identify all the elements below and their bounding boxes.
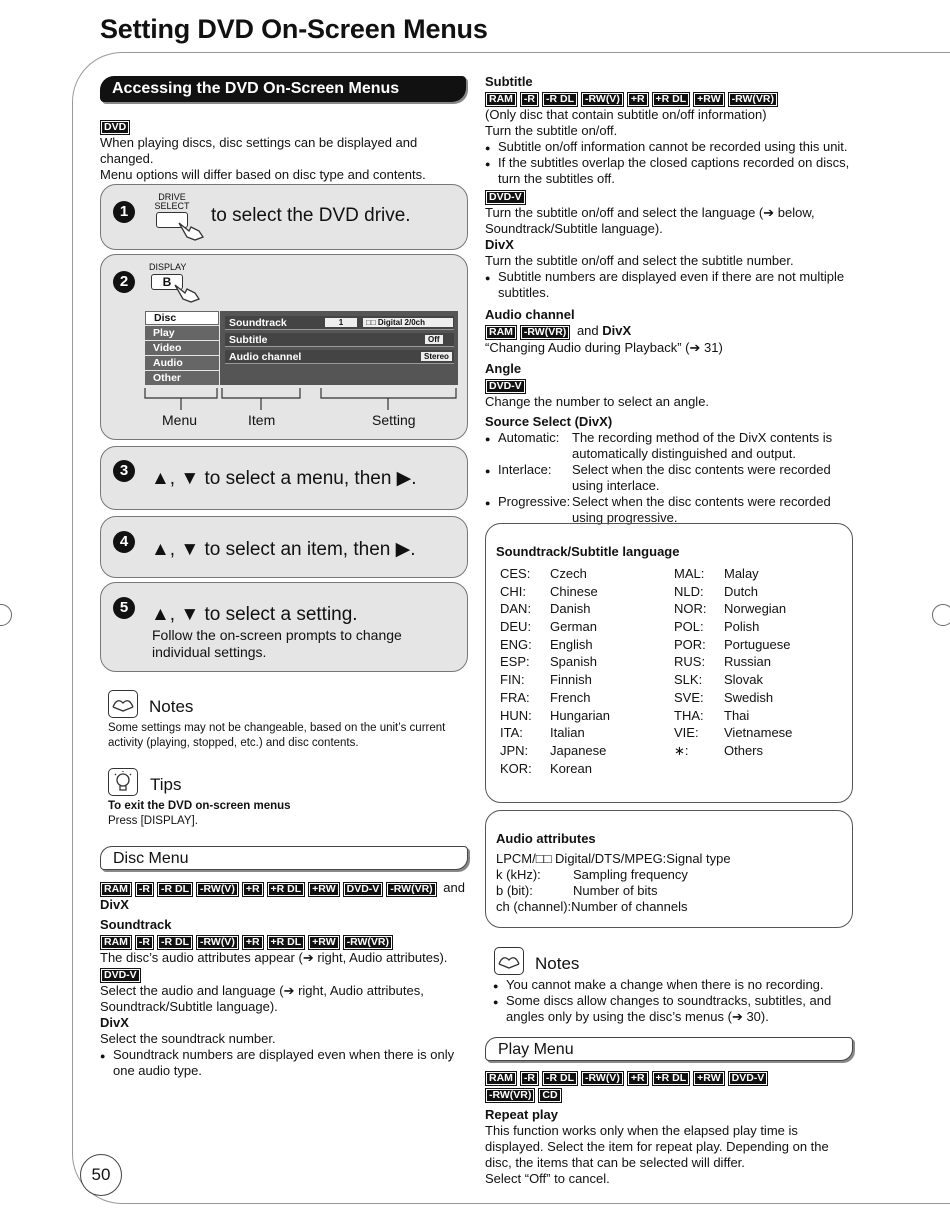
disc-tag: -RW(V)	[581, 92, 624, 107]
notes-icon	[108, 690, 138, 718]
language-name: Dutch	[724, 583, 758, 599]
disc-tag: RAM	[100, 882, 132, 897]
language-row	[500, 725, 610, 743]
language-row	[674, 637, 792, 655]
language-box	[485, 523, 853, 803]
language-name: Portuguese	[724, 636, 791, 652]
item-soundtrack	[225, 316, 454, 330]
step-3-text: ▲, ▼ to select a menu, then ▶.	[151, 468, 417, 489]
subtitle-text: Turn the subtitle on/off and select the subtitle number.	[485, 253, 794, 268]
item-panel	[220, 311, 458, 385]
source-select-value: The recording method of the DivX contents is	[572, 430, 833, 445]
language-name: Polish	[724, 619, 760, 635]
angle-heading: Angle	[485, 361, 522, 376]
source-select-value: Select when the disc contents were recorded	[572, 462, 831, 477]
language-name: Russian	[724, 654, 771, 670]
language-code: FRA:	[500, 689, 530, 705]
subtitle-text: (Only disc that contain subtitle on/off information)	[485, 107, 767, 122]
intro-line: When playing discs, disc settings can be displayed and	[100, 135, 418, 150]
source-select-item	[485, 494, 865, 526]
disc-tag: RAM	[485, 92, 517, 107]
page-number: 50	[80, 1154, 122, 1196]
subtext-line: Follow the on-screen prompts to change	[152, 627, 402, 643]
language-row	[674, 672, 792, 690]
disc-tag: -RW(VR)	[520, 325, 570, 340]
menu-item-other: Other	[145, 371, 219, 385]
disc-tag: CD	[538, 1088, 561, 1103]
disc-tag: DVD	[100, 120, 130, 135]
language-code: POR:	[674, 636, 706, 652]
attr-value: Number of bits	[573, 883, 658, 898]
notes-title: Notes	[149, 697, 194, 716]
language-name: Danish	[550, 601, 591, 617]
step-number: 1	[113, 201, 135, 223]
attr-row	[496, 899, 836, 915]
bullet-text: one audio type.	[113, 1063, 202, 1078]
disc-tag: -R DL	[542, 1071, 578, 1086]
source-select-item	[485, 462, 865, 494]
step-4	[100, 516, 468, 578]
disc-tags	[100, 880, 472, 897]
play-menu-title: Play Menu	[485, 1037, 853, 1061]
disc-tag: +R DL	[267, 882, 306, 897]
notes-text	[108, 721, 445, 751]
right-column-body	[485, 74, 865, 526]
display-label: DISPLAY	[149, 262, 187, 272]
language-code: DAN:	[500, 601, 532, 617]
repeat-play-text: displayed. Select the item for repeat play. Depending on the	[485, 1139, 829, 1154]
language-code: ∗:	[674, 742, 689, 758]
language-name: Swedish	[724, 689, 774, 705]
disc-tag: +R	[627, 1071, 649, 1086]
language-row	[500, 601, 610, 619]
language-name: Hungarian	[550, 707, 610, 723]
language-row	[674, 619, 792, 637]
disc-menu-title: Disc Menu	[100, 846, 468, 870]
item-label: Audio channel	[229, 351, 302, 363]
tips-text	[108, 799, 291, 829]
attr-row	[496, 883, 836, 899]
divx-text: DivX	[602, 323, 632, 338]
bullet-text: ● If the subtitles overlap the closed captions recorded on discs,	[498, 155, 850, 170]
source-select-value: Select when the disc contents were recorded	[572, 494, 831, 509]
audio-attributes-box	[485, 810, 853, 928]
bullet-text: ● Subtitle on/off information cannot be recorded using this unit.	[498, 139, 848, 154]
step-1-text: to select the DVD drive.	[211, 205, 411, 226]
menu-item-disc: Disc	[145, 311, 219, 325]
source-select-value: automatically distinguished and output.	[572, 446, 797, 461]
label-setting: Setting	[372, 412, 416, 428]
bullet-text: ● Subtitle numbers are displayed even if there are not multiple	[498, 269, 845, 284]
menu-callout-brackets	[140, 386, 460, 414]
bullet-text: turn the subtitles off.	[498, 171, 615, 186]
pointing-hand-icon	[177, 219, 207, 241]
language-row	[674, 743, 792, 761]
language-table-left	[500, 566, 610, 778]
language-code: DEU:	[500, 619, 532, 635]
step-4-text: ▲, ▼ to select an item, then ▶.	[151, 539, 416, 560]
pointing-hand-icon	[173, 281, 203, 303]
language-table-right	[674, 566, 792, 761]
bullet-item	[485, 269, 865, 301]
disc-tag: DVD-V	[485, 190, 526, 205]
source-select-value: using progressive.	[572, 510, 678, 525]
bullet-item	[100, 1047, 472, 1079]
language-row	[500, 566, 610, 584]
language-row	[500, 619, 610, 637]
disc-tag: -RW(V)	[196, 935, 239, 950]
lightbulb-icon	[108, 768, 138, 796]
language-name: Others	[724, 742, 764, 758]
language-name: Malay	[724, 566, 759, 581]
language-code: VIE:	[674, 725, 699, 741]
language-name: Thai	[724, 707, 750, 723]
source-select-key: ● Automatic:	[498, 430, 560, 445]
page-title: Setting DVD On-Screen Menus	[100, 14, 488, 44]
language-code: NLD:	[674, 583, 704, 599]
subtext-line: individual settings.	[152, 644, 267, 660]
language-row	[500, 654, 610, 672]
bullet-item	[493, 993, 863, 1025]
disc-tag: +R	[627, 92, 649, 107]
language-row	[500, 672, 610, 690]
disc-tag: +R DL	[652, 92, 691, 107]
notes-icon	[494, 947, 524, 975]
disc-tag: -R	[520, 1071, 539, 1086]
disc-tag: -RW(VR)	[343, 935, 393, 950]
audio-attributes-title: Audio attributes	[496, 831, 596, 846]
source-select-key: ● Interlace:	[498, 462, 552, 477]
language-name: Finnish	[550, 672, 592, 688]
language-name: Czech	[550, 566, 587, 581]
tips-title: Tips	[150, 775, 182, 794]
language-code: RUS:	[674, 654, 706, 670]
soundtrack-number: 1	[325, 318, 357, 327]
step-number: 4	[113, 531, 135, 553]
subtitle-text: Turn the subtitle on/off and select the language (➔ below,	[485, 205, 815, 220]
language-code: HUN:	[500, 707, 532, 723]
disc-tag: -R DL	[542, 92, 578, 107]
language-code: ENG:	[500, 636, 532, 652]
play-tags	[485, 1069, 865, 1086]
bullet-text: subtitles.	[498, 285, 550, 300]
label-menu: Menu	[162, 412, 198, 428]
tips-heading: To exit the DVD on-screen menus	[108, 800, 291, 812]
soundtrack-value: □□ Digital 2/0ch	[363, 318, 453, 327]
attr-key: LPCM/□□ Digital/DTS/MPEG:	[496, 851, 667, 866]
disc-tag: +RW	[693, 92, 724, 107]
language-code: FIN:	[500, 672, 525, 688]
language-row	[500, 761, 610, 779]
disc-tag: -R DL	[157, 882, 193, 897]
disc-menu-body	[100, 880, 472, 1079]
disc-tag: -RW(V)	[581, 1071, 624, 1086]
language-row	[674, 708, 792, 726]
language-row	[674, 584, 792, 602]
registration-mark-left	[0, 604, 12, 626]
subtitle-value: Off	[425, 335, 443, 344]
language-code: THA:	[674, 707, 704, 723]
disc-tag: DVD-V	[100, 968, 141, 983]
attr-value: Number of channels	[571, 899, 688, 914]
language-row	[500, 584, 610, 602]
menu-item-video: Video	[145, 341, 219, 355]
disc-tag: -R	[135, 882, 154, 897]
disc-tag: +RW	[308, 882, 339, 897]
bullet-item	[485, 155, 865, 187]
attr-value: Sampling frequency	[573, 867, 688, 882]
bullet-text: ● Some discs allow changes to soundtracks, subtitles, and	[506, 993, 832, 1008]
disc-tag: DVD-V	[485, 379, 526, 394]
disc-tag: DVD-V	[343, 882, 384, 897]
language-name: English	[550, 636, 593, 652]
and-text: and	[576, 323, 599, 338]
notes-text	[493, 977, 863, 1025]
soundtrack-text: The disc’s audio attributes appear (➔ right, Audio attributes).	[100, 950, 448, 965]
attr-key: ch (channel):	[496, 899, 572, 914]
soundtrack-text: Select the audio and language (➔ right, Audio attributes,	[100, 983, 424, 998]
disc-tag: -RW(V)	[196, 882, 239, 897]
language-name: Vietnamese	[724, 725, 793, 741]
disc-tag: -RW(VR)	[728, 92, 778, 107]
language-code: SLK:	[674, 672, 703, 688]
notes-title: Notes	[535, 954, 580, 973]
step-1	[100, 184, 468, 250]
language-row	[674, 566, 792, 584]
disc-tag: +R DL	[652, 1071, 691, 1086]
tips-line: Press [DISPLAY].	[108, 815, 198, 827]
step-number: 5	[113, 597, 135, 619]
divx-text: DivX	[100, 897, 129, 912]
language-code: JPN:	[500, 742, 529, 758]
item-label: Soundtrack	[229, 317, 287, 329]
language-box-title: Soundtrack/Subtitle language	[496, 544, 680, 559]
language-row	[500, 637, 610, 655]
audio-channel-text: “Changing Audio during Playback” (➔ 31)	[485, 340, 723, 355]
language-row	[500, 743, 610, 761]
notes-line: activity (playing, stopped, etc.) and disc contents.	[108, 737, 359, 749]
bullet-text: angles only by using the disc’s menus (➔ 30).	[506, 1009, 769, 1024]
language-name: Italian	[550, 725, 585, 741]
language-code: POL:	[674, 619, 704, 635]
language-row	[674, 654, 792, 672]
language-row	[674, 690, 792, 708]
divx-heading: DivX	[100, 1015, 129, 1030]
and-text: and	[443, 880, 465, 895]
label-item: Item	[248, 412, 276, 428]
attr-key: k (kHz):	[496, 867, 541, 882]
language-name: Spanish	[550, 654, 597, 670]
disc-tag: RAM	[485, 325, 517, 340]
language-code: KOR:	[500, 760, 532, 776]
language-row	[674, 725, 792, 743]
step-number: 3	[113, 460, 135, 482]
bullet-text: ● You cannot make a change when there is no recording.	[506, 977, 824, 992]
intro-line: Menu options will differ based on disc type and contents.	[100, 167, 426, 182]
disc-tag: +R DL	[267, 935, 306, 950]
language-code: MAL:	[674, 566, 705, 581]
language-name: German	[550, 619, 597, 635]
play-tags	[485, 1086, 865, 1103]
on-screen-menu-illustration	[145, 311, 458, 385]
source-select-item	[485, 430, 865, 462]
item-audio-channel	[225, 350, 454, 364]
language-code: CHI:	[500, 583, 526, 599]
language-name: Slovak	[724, 672, 764, 688]
audio-channel-heading: Audio channel	[485, 307, 575, 322]
attr-value: Signal type	[666, 851, 731, 866]
language-name: French	[550, 689, 591, 705]
disc-tag: +RW	[693, 1071, 724, 1086]
display-button: B	[151, 274, 183, 290]
notes-line: Some settings may not be changeable, based on the unit’s current	[108, 722, 446, 734]
language-name: Korean	[550, 760, 592, 776]
disc-tag: -R	[135, 935, 154, 950]
source-select-heading: Source Select (DivX)	[485, 414, 613, 429]
subtitle-tags	[485, 90, 865, 107]
soundtrack-text: Select the soundtrack number.	[100, 1031, 276, 1046]
language-code: ITA:	[500, 725, 523, 741]
language-name: Chinese	[550, 583, 598, 599]
disc-tag: +RW	[308, 935, 339, 950]
language-name: Norwegian	[724, 601, 787, 617]
language-code: SVE:	[674, 689, 704, 705]
disc-tag: +R	[242, 935, 264, 950]
divx-heading: DivX	[485, 237, 514, 252]
disc-tag: RAM	[485, 1071, 517, 1086]
source-select-value: using interlace.	[572, 478, 660, 493]
audio-channel-tags	[485, 323, 865, 340]
language-row	[500, 708, 610, 726]
registration-mark-right	[932, 604, 950, 626]
language-row	[500, 690, 610, 708]
step-5	[100, 582, 468, 672]
access-intro	[100, 118, 470, 183]
step-5-subtext	[152, 627, 402, 661]
subtitle-heading: Subtitle	[485, 74, 533, 89]
language-code: ESP:	[500, 654, 530, 670]
menu-item-play: Play	[145, 326, 219, 340]
repeat-play-heading: Repeat play	[485, 1107, 558, 1122]
soundtrack-heading: Soundtrack	[100, 917, 172, 932]
disc-tag: -RW(VR)	[386, 882, 436, 897]
step-5-text: ▲, ▼ to select a setting.	[151, 604, 358, 625]
angle-text: Change the number to select an angle.	[485, 394, 710, 409]
step-3	[100, 446, 468, 510]
bullet-item	[493, 977, 863, 993]
soundtrack-text: Soundtrack/Subtitle language).	[100, 999, 278, 1014]
language-code: CES:	[500, 566, 531, 581]
soundtrack-tags	[100, 933, 472, 950]
bullet-text: ● Soundtrack numbers are displayed even when there is only	[113, 1047, 455, 1062]
menu-item-audio: Audio	[145, 356, 219, 370]
bullet-item	[485, 139, 865, 155]
step-number: 2	[113, 271, 135, 293]
item-subtitle	[225, 333, 454, 347]
disc-tag: -R	[520, 92, 539, 107]
language-row	[674, 601, 792, 619]
menu-list	[145, 311, 219, 386]
audio-attributes-rows	[496, 851, 836, 915]
repeat-play-text: disc, the items that can be selected will differ.	[485, 1155, 745, 1170]
play-menu-body	[485, 1069, 865, 1187]
subtitle-text: Turn the subtitle on/off.	[485, 123, 618, 138]
source-select-key: ● Progressive:	[498, 494, 571, 509]
intro-line: changed.	[100, 151, 154, 166]
attr-row	[496, 867, 836, 883]
disc-tag: -R DL	[157, 935, 193, 950]
attr-key: b (bit):	[496, 883, 533, 898]
disc-tag: DVD-V	[728, 1071, 769, 1086]
language-code: NOR:	[674, 601, 707, 617]
subtitle-text: Soundtrack/Subtitle language).	[485, 221, 663, 236]
audio-channel-value: Stereo	[421, 352, 452, 361]
attr-row	[496, 851, 836, 867]
repeat-play-text: Select “Off” to cancel.	[485, 1171, 610, 1186]
language-name: Japanese	[550, 742, 607, 758]
repeat-play-text: This function works only when the elapsed play time is	[485, 1123, 798, 1138]
drive-select-label: DRIVE SELECT	[154, 192, 190, 211]
disc-tag: -RW(VR)	[485, 1088, 535, 1103]
disc-tag: +R	[242, 882, 264, 897]
item-label: Subtitle	[229, 334, 268, 346]
access-banner: Accessing the DVD On-Screen Menus	[100, 76, 466, 102]
disc-tag: RAM	[100, 935, 132, 950]
